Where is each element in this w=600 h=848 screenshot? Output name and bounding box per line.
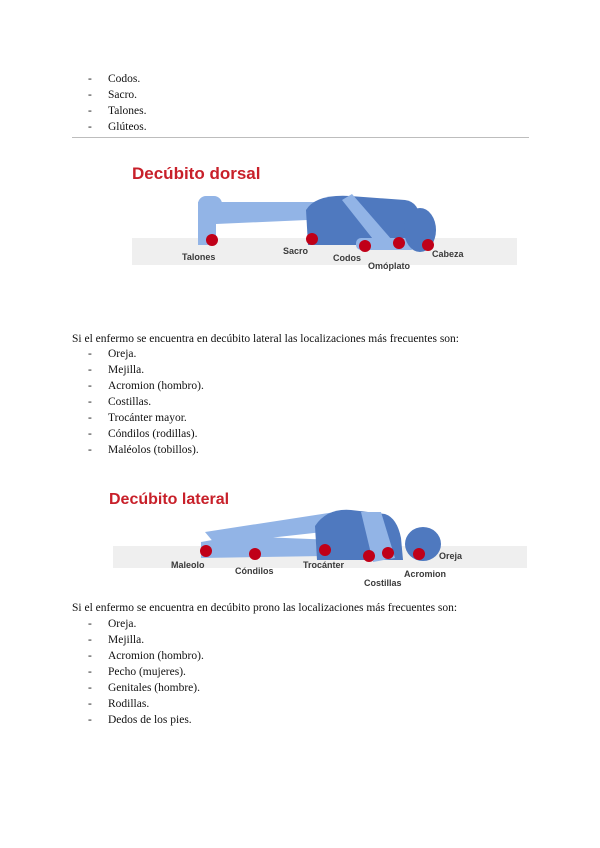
list-item-text: Sacro. bbox=[108, 89, 138, 101]
list-dash: - bbox=[88, 348, 92, 360]
label-omoplato: Omóplato bbox=[368, 261, 410, 271]
list-item-text: Mejilla. bbox=[108, 634, 145, 646]
list-item-text: Pecho (mujeres). bbox=[108, 666, 186, 678]
figure-decubito-dorsal bbox=[120, 150, 525, 280]
list-dash: - bbox=[88, 444, 92, 456]
list-item bbox=[0, 71, 147, 87]
list-item-text: Mejilla. bbox=[108, 364, 145, 376]
list-dash: - bbox=[88, 105, 92, 117]
pressure-point-condilos bbox=[249, 548, 261, 560]
list-item-text: Trocánter mayor. bbox=[108, 412, 187, 424]
figure-decubito-lateral bbox=[105, 482, 530, 592]
list-item-text: Oreja. bbox=[108, 618, 137, 630]
list-dorsal-locations bbox=[0, 71, 147, 135]
pressure-point-sacro bbox=[306, 233, 318, 245]
pressure-point-talones bbox=[206, 234, 218, 246]
list-item-text: Costillas. bbox=[108, 396, 152, 408]
label-costillas: Costillas bbox=[364, 578, 402, 588]
list-item-text: Rodillas. bbox=[108, 698, 150, 710]
list-item-text: Talones. bbox=[108, 105, 147, 117]
label-oreja: Oreja bbox=[439, 551, 463, 561]
list-dash: - bbox=[88, 666, 92, 678]
list-item bbox=[0, 680, 204, 696]
label-maleolo: Maleolo bbox=[171, 560, 205, 570]
pressure-point-omoplato bbox=[393, 237, 405, 249]
list-dash: - bbox=[88, 412, 92, 424]
body-feet bbox=[198, 196, 222, 216]
list-dash: - bbox=[88, 650, 92, 662]
list-dash: - bbox=[88, 380, 92, 392]
list-lateral-locations bbox=[0, 346, 204, 458]
list-item bbox=[0, 103, 147, 119]
list-item bbox=[0, 362, 204, 378]
list-item bbox=[0, 119, 147, 135]
list-item-text: Acromion (hombro). bbox=[108, 380, 204, 392]
figure-title: Decúbito dorsal bbox=[132, 164, 261, 183]
list-dash: - bbox=[88, 396, 92, 408]
label-codos: Codos bbox=[333, 253, 361, 263]
list-dash: - bbox=[88, 89, 92, 101]
list-item-text: Oreja. bbox=[108, 348, 137, 360]
list-item bbox=[0, 664, 204, 680]
pressure-point-acromion bbox=[382, 547, 394, 559]
list-item-text: Glúteos. bbox=[108, 121, 147, 133]
list-dash: - bbox=[88, 364, 92, 376]
horizontal-rule bbox=[72, 137, 529, 138]
list-item-text: Cóndilos (rodillas). bbox=[108, 428, 198, 440]
list-dash: - bbox=[88, 121, 92, 133]
list-dash: - bbox=[88, 682, 92, 694]
pressure-point-trocanter bbox=[319, 544, 331, 556]
pressure-point-maleolo bbox=[200, 545, 212, 557]
figure-title: Decúbito lateral bbox=[109, 491, 230, 508]
pressure-point-codos bbox=[359, 240, 371, 252]
list-item bbox=[0, 394, 204, 410]
label-trocanter: Trocánter bbox=[303, 560, 345, 570]
list-item bbox=[0, 616, 204, 632]
list-item-text: Genitales (hombre). bbox=[108, 682, 200, 694]
list-item bbox=[0, 426, 204, 442]
list-prono-locations bbox=[0, 616, 204, 728]
list-item-text: Codos. bbox=[108, 73, 141, 85]
list-item bbox=[0, 632, 204, 648]
list-item bbox=[0, 696, 204, 712]
label-acromion: Acromion bbox=[404, 569, 447, 579]
list-dash: - bbox=[88, 73, 92, 85]
list-item bbox=[0, 648, 204, 664]
list-item bbox=[0, 378, 204, 394]
list-dash: - bbox=[88, 634, 92, 646]
label-sacro: Sacro bbox=[283, 246, 309, 256]
list-dash: - bbox=[88, 618, 92, 630]
list-item bbox=[0, 442, 204, 458]
list-dash: - bbox=[88, 714, 92, 726]
list-item-text: Acromion (hombro). bbox=[108, 650, 204, 662]
label-condilos: Cóndilos bbox=[235, 566, 274, 576]
label-cabeza: Cabeza bbox=[432, 249, 464, 259]
list-dash: - bbox=[88, 428, 92, 440]
list-item-text: Dedos de los pies. bbox=[108, 714, 192, 726]
list-item bbox=[0, 712, 204, 728]
pressure-point-oreja bbox=[413, 548, 425, 560]
list-item bbox=[0, 410, 204, 426]
list-item-text: Maléolos (tobillos). bbox=[108, 444, 199, 456]
list-item bbox=[0, 87, 147, 103]
label-talones: Talones bbox=[182, 252, 216, 262]
list-dash: - bbox=[88, 698, 92, 710]
paragraph-lateral: Si el enfermo se encuentra en decúbito lateral las localizaciones más frecuentes son: bbox=[72, 333, 460, 345]
pressure-point-costillas bbox=[363, 550, 375, 562]
list-item bbox=[0, 346, 204, 362]
paragraph-prono: Si el enfermo se encuentra en decúbito prono las localizaciones más frecuentes son: bbox=[72, 602, 458, 614]
